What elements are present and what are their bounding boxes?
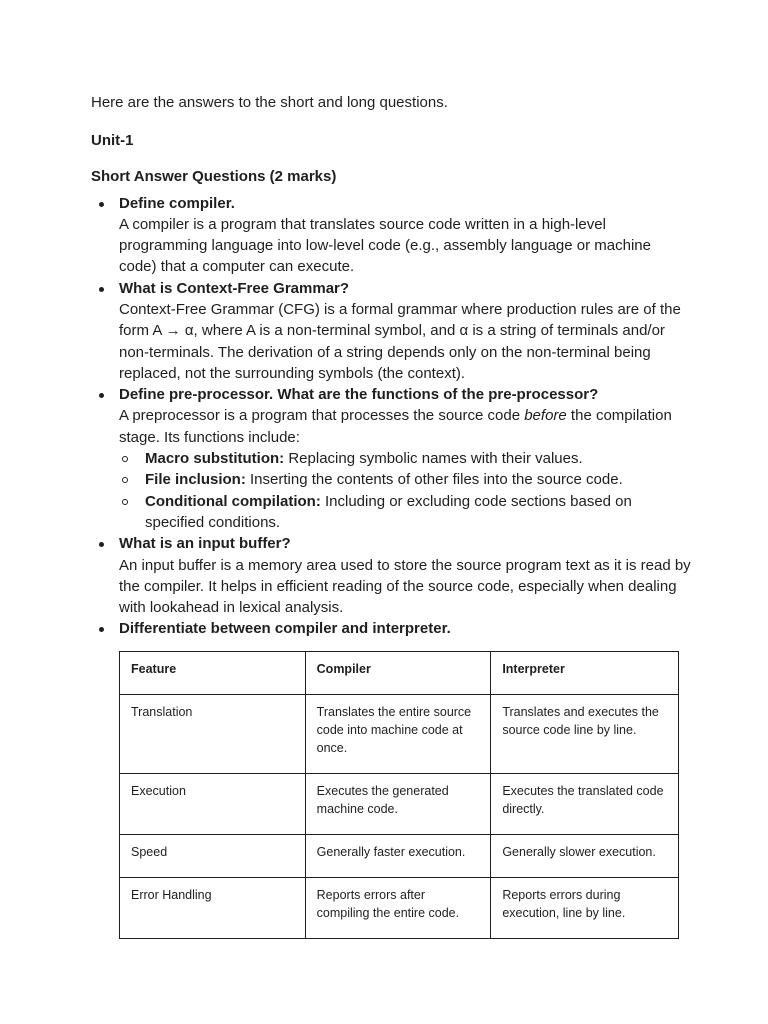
table-row bbox=[120, 878, 679, 939]
table-cell: Generally slower execution. bbox=[491, 835, 679, 878]
function-item bbox=[119, 491, 691, 534]
function-term: Conditional compilation: bbox=[145, 492, 321, 510]
list-item bbox=[91, 533, 691, 618]
table-cell: Translation bbox=[120, 695, 306, 774]
answer-text: Context-Free Grammar (CFG) is a formal grammar where production rules are of the form A → α, where A is a non-terminal symbol, and α is a string of terminals and/or non-terminals. The derivation of a string depends only on the non-terminal being replaced, not the surrounding symbols (the context). bbox=[119, 300, 681, 382]
function-item bbox=[119, 448, 691, 469]
table-cell: Translates and executes the source code line by line. bbox=[491, 695, 679, 774]
table-cell: Executes the generated machine code. bbox=[305, 774, 491, 835]
answer-text-part: the compilation stage. Its functions include: bbox=[119, 407, 672, 446]
function-term: File inclusion: bbox=[145, 471, 246, 489]
table-cell: Reports errors after compiling the entire code. bbox=[305, 878, 491, 939]
question-text: Define pre-processor. What are the functions of the pre-processor? bbox=[119, 386, 599, 404]
question-text: What is Context-Free Grammar? bbox=[119, 279, 350, 297]
question-text: Differentiate between compiler and interpreter. bbox=[119, 620, 451, 638]
table-cell: Reports errors during execution, line by line. bbox=[491, 878, 679, 939]
list-item bbox=[91, 278, 691, 384]
comparison-table bbox=[119, 651, 679, 939]
document-body bbox=[91, 92, 691, 640]
table-row bbox=[120, 774, 679, 835]
function-desc: Inserting the contents of other files into the source code. bbox=[245, 471, 623, 489]
answer-text bbox=[119, 405, 691, 448]
table-cell: Speed bbox=[120, 835, 306, 878]
table-cell: Error Handling bbox=[120, 878, 306, 939]
table-header-cell: Interpreter bbox=[491, 652, 679, 695]
function-term: Macro substitution: bbox=[145, 450, 285, 468]
list-item bbox=[91, 193, 691, 278]
table-row bbox=[120, 695, 679, 774]
table-cell: Executes the translated code directly. bbox=[491, 774, 679, 835]
table-row bbox=[120, 835, 679, 878]
list-item bbox=[91, 618, 691, 639]
answer-text: A compiler is a program that translates source code written in a high-level programming language into low-level code (e.g., assembly language or machine code) that a computer can execute. bbox=[119, 215, 651, 276]
intro-text: Here are the answers to the short and long questions. bbox=[91, 94, 448, 111]
section-heading: Short Answer Questions (2 marks) bbox=[91, 168, 337, 185]
question-list bbox=[91, 193, 691, 640]
question-text: What is an input buffer? bbox=[119, 535, 291, 553]
function-desc: Replacing symbolic names with their values. bbox=[284, 450, 583, 468]
function-desc: Including or excluding code sections based on specified conditions. bbox=[145, 492, 632, 531]
table-cell: Translates the entire source code into machine code at once. bbox=[305, 695, 491, 774]
list-item bbox=[91, 384, 691, 533]
question-text: Define compiler. bbox=[119, 194, 235, 212]
answer-emphasis: before bbox=[524, 407, 567, 425]
answer-text-part: A preprocessor is a program that processes the source code bbox=[119, 407, 525, 425]
answer-text: An input buffer is a memory area used to store the source program text as it is read by the compiler. It helps in efficient reading of the source code, especially when dealing with lookahead in lexical analysis. bbox=[119, 556, 691, 617]
function-item bbox=[119, 469, 691, 490]
unit-heading: Unit-1 bbox=[91, 131, 134, 149]
table-header-cell: Compiler bbox=[305, 652, 491, 695]
table-header-row bbox=[120, 652, 679, 695]
function-list bbox=[119, 448, 691, 533]
table-cell: Execution bbox=[120, 774, 306, 835]
table-header-cell: Feature bbox=[120, 652, 306, 695]
table-cell: Generally faster execution. bbox=[305, 835, 491, 878]
